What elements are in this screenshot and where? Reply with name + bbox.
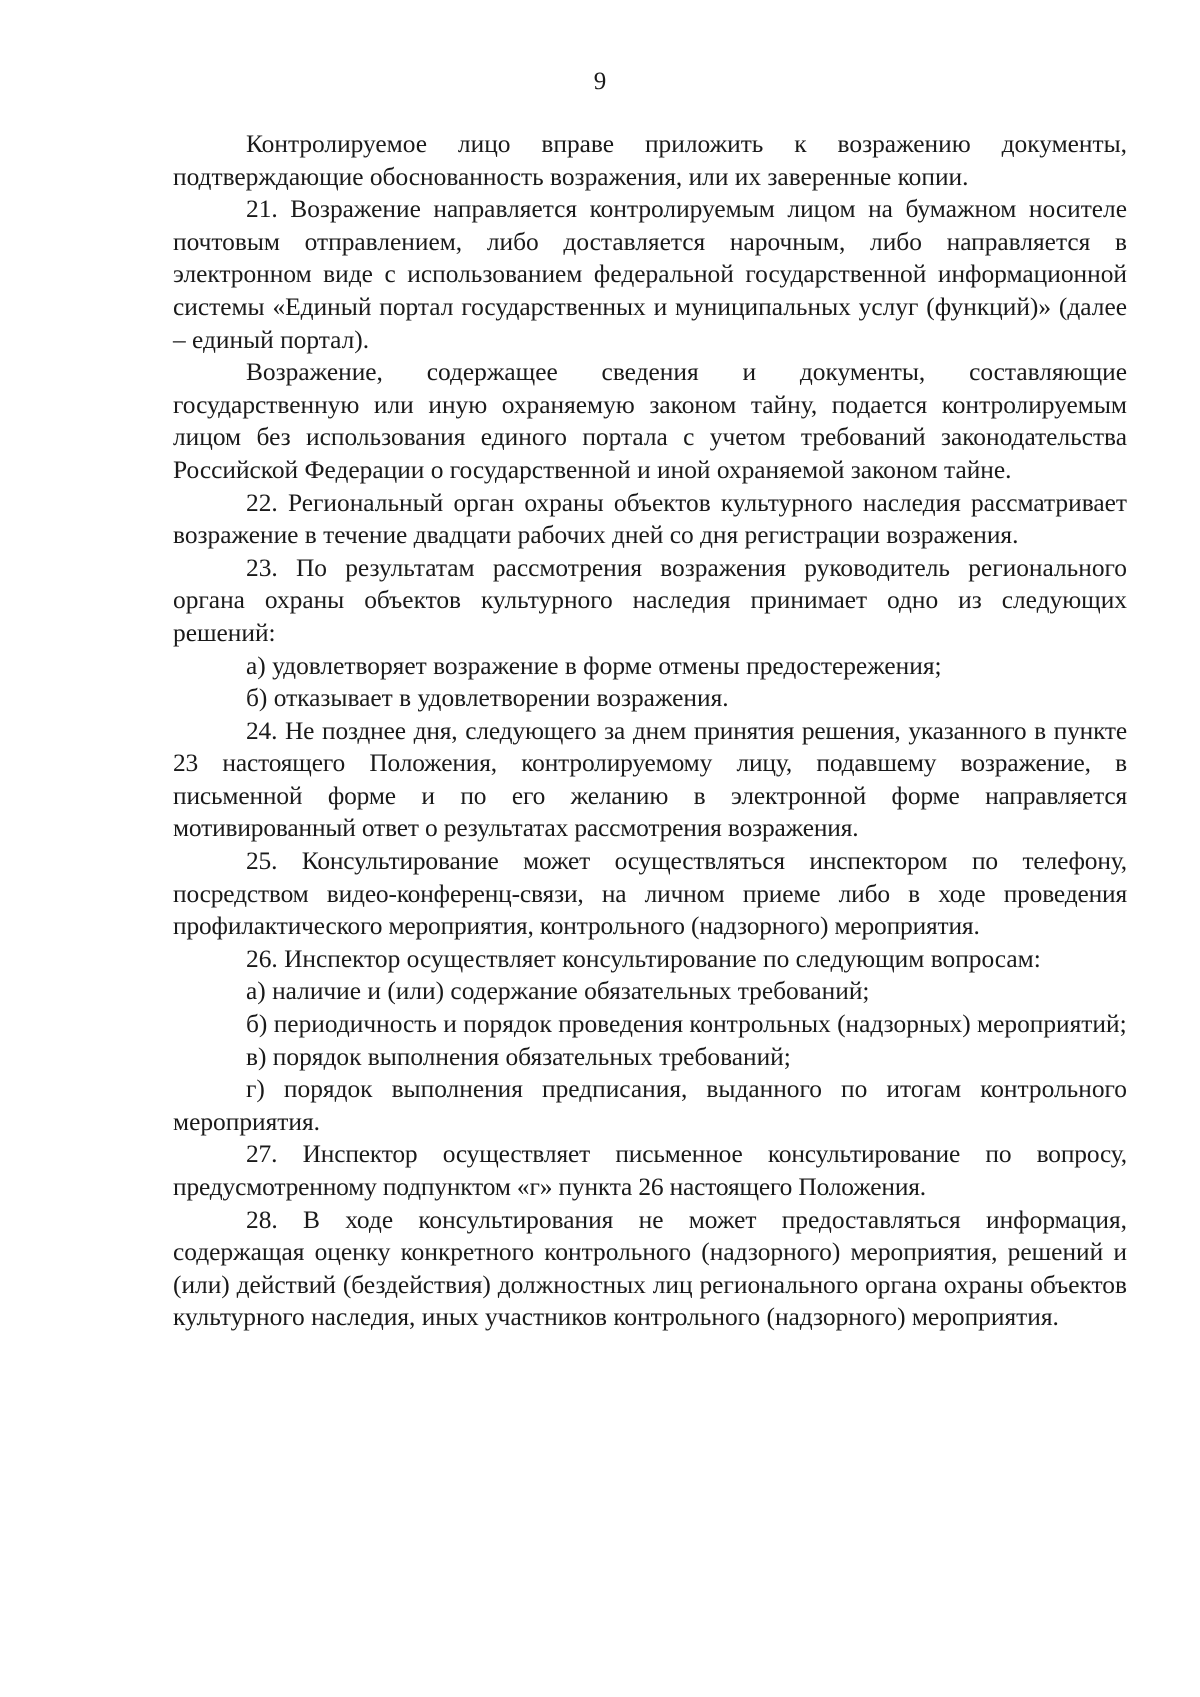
list-item-26c: в) порядок выполнения обязательных требований;	[246, 1042, 791, 1071]
paragraph-23-decisions: 23. По результатам рассмотрения возражения руководитель регионального органа охраны объектов культурного наследия принимает одно из следующих решений:	[173, 553, 1127, 647]
paragraph-25-consulting-methods: 25. Консультирование может осуществляться инспектором по телефону, посредством видео-конференц-связи, на личном приеме либо в ходе проведения профилактического мероприятия, контрольного (надзорного) мероприятия.	[173, 847, 1127, 941]
paragraph-22-review-period: 22. Региональный орган охраны объектов культурного наследия рассматривает возражение в течение двадцати рабочих дней со дня регистрации возражения.	[173, 488, 1127, 550]
paragraph-27-written-consulting: 27. Инспектор осуществляет письменное консультирование по вопросу, предусмотренному подпунктом «г» пункта 26 настоящего Положения.	[173, 1140, 1127, 1201]
document-body	[173, 128, 1127, 1334]
paragraph-21-objection-submission: 21. Возражение направляется контролируемым лицом на бумажном носителе почтовым отправлением, либо доставляется нарочным, либо направляется в электронном виде с использованием федеральной государственной информационной системы «Единый портал государственных и муниципальных услуг (функций)» (далее – единый портал).	[173, 195, 1127, 354]
paragraph-objection-documents: Контролируемое лицо вправе приложить к возражению документы, подтверждающие обоснованность возражения, или их заверенные копии.	[173, 130, 1127, 191]
list-item-26a: а) наличие и (или) содержание обязательных требований;	[246, 977, 870, 1006]
list-item-26d: г) порядок выполнения предписания, выданного по итогам контрольного мероприятия.	[173, 1075, 1127, 1136]
list-item-26b: б) периодичность и порядок проведения контрольных (надзорных) мероприятий;	[246, 1010, 1127, 1039]
paragraph-24-response: 24. Не позднее дня, следующего за днем принятия решения, указанного в пункте 23 настоящего Положения, контролируемому лицу, подавшему возражение, в письменной форме и по его желанию в электронной форме направляется мотивированный ответ о результатах рассмотрения возражения.	[173, 716, 1127, 843]
page-number: 9	[593, 68, 607, 95]
list-item-23b: б) отказывает в удовлетворении возражения.	[246, 684, 729, 713]
paragraph-26-consulting-topics: 26. Инспектор осуществляет консультирование по следующим вопросам:	[246, 944, 1041, 973]
paragraph-28-restrictions: 28. В ходе консультирования не может предоставляться информация, содержащая оценку конкретного контрольного (надзорного) мероприятия, решений и (или) действий (бездействия) должностных лиц регионального органа охраны объектов культурного наследия, иных участников контрольного (надзорного) мероприятия.	[173, 1205, 1127, 1332]
list-item-23a: а) удовлетворяет возражение в форме отмены предостережения;	[246, 651, 942, 680]
paragraph-objection-secret: Возражение, содержащее сведения и документы, составляющие государственную или иную охраняемую законом тайну, подается контролируемым лицом без использования единого портала с учетом требований законодательства Российской Федерации о государственной и иной охраняемой законом тайне.	[173, 358, 1127, 484]
